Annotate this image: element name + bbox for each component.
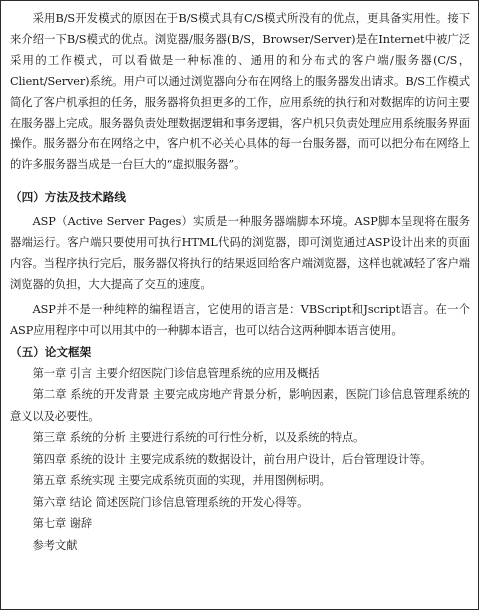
- outline-item: 第五章 系统实现 主要完成系统页面的实现，并用图例标明。: [32, 474, 331, 487]
- outline-item: 第二章 系统的开发背景 主要完成房地产背景分析，影响因素，医院门诊信息管理系统的意义以及必要性。: [10, 388, 470, 423]
- outline-list: [10, 363, 470, 557]
- outline-item: 第三章 系统的分析 主要进行系统的可行性分析，以及系统的特点。: [32, 431, 365, 444]
- intro-paragraph: 采用B/S开发模式的原因在于B/S模式具有C/S模式所没有的优点，更具备实用性。接下来介绍一下B/S模式的优点。浏览器/服务器(B/S，Browser/Server)是在Internet中被广泛采用的工作模式，可以看做是一种标准的、通用的和分布式的客户端/服务器(C/S，Client/Server)系统。用户可以通过浏览器向分布在网络上的服务器发出请求。B/S工作模式简化了客户机承担的任务，服务器将负担更多的工作，应用系统的执行和对数据库的访问主要在服务器上完成。服务器负责处理数据逻辑和事务逻辑，客户机只负责处理应用系统服务界面操作。服务器分布在网络之中，客户机不必关心具体的每一台服务器，而可以把分布在网络上的许多服务器当成是一台巨大的“虚拟服务器”。: [10, 12, 470, 172]
- outline-item: 第七章 谢辞: [32, 517, 93, 530]
- section-4-paragraph-1: ASP（Active Server Pages）实质是一种服务器端脚本环境。ASP脚本呈现将在服务器端运行。客户端只要使用可执行HTML代码的浏览器，即可浏览通过ASP设计出来的页面内容。当程序执行完后，服务器仅将执行的结果返回给客户端浏览器，这样也就减轻了客户端浏览器的负担，大大提高了交互的速度。: [10, 215, 470, 291]
- section-5-heading: （五）论文框架: [10, 344, 92, 359]
- outline-item: 参考文献: [32, 538, 78, 552]
- section-4-paragraph-2: ASP并不是一种纯粹的编程语言，它使用的语言是：VBScript和Jscript语言。在一个ASP应用程序中可以用其中的一种脚本语言，也可以结合这两种脚本语言使用。: [10, 302, 470, 337]
- outline-item: 第一章 引言 主要介绍医院门诊信息管理系统的应用及概括: [32, 366, 320, 380]
- outline-item: 第六章 结论 简述医院门诊信息管理系统的开发心得等。: [32, 495, 309, 509]
- section-4-heading: （四）方法及技术路线: [10, 190, 126, 205]
- outline-item: 第四章 系统的设计 主要完成系统的数据设计，前台用户设计，后台管理设计等。: [32, 452, 432, 466]
